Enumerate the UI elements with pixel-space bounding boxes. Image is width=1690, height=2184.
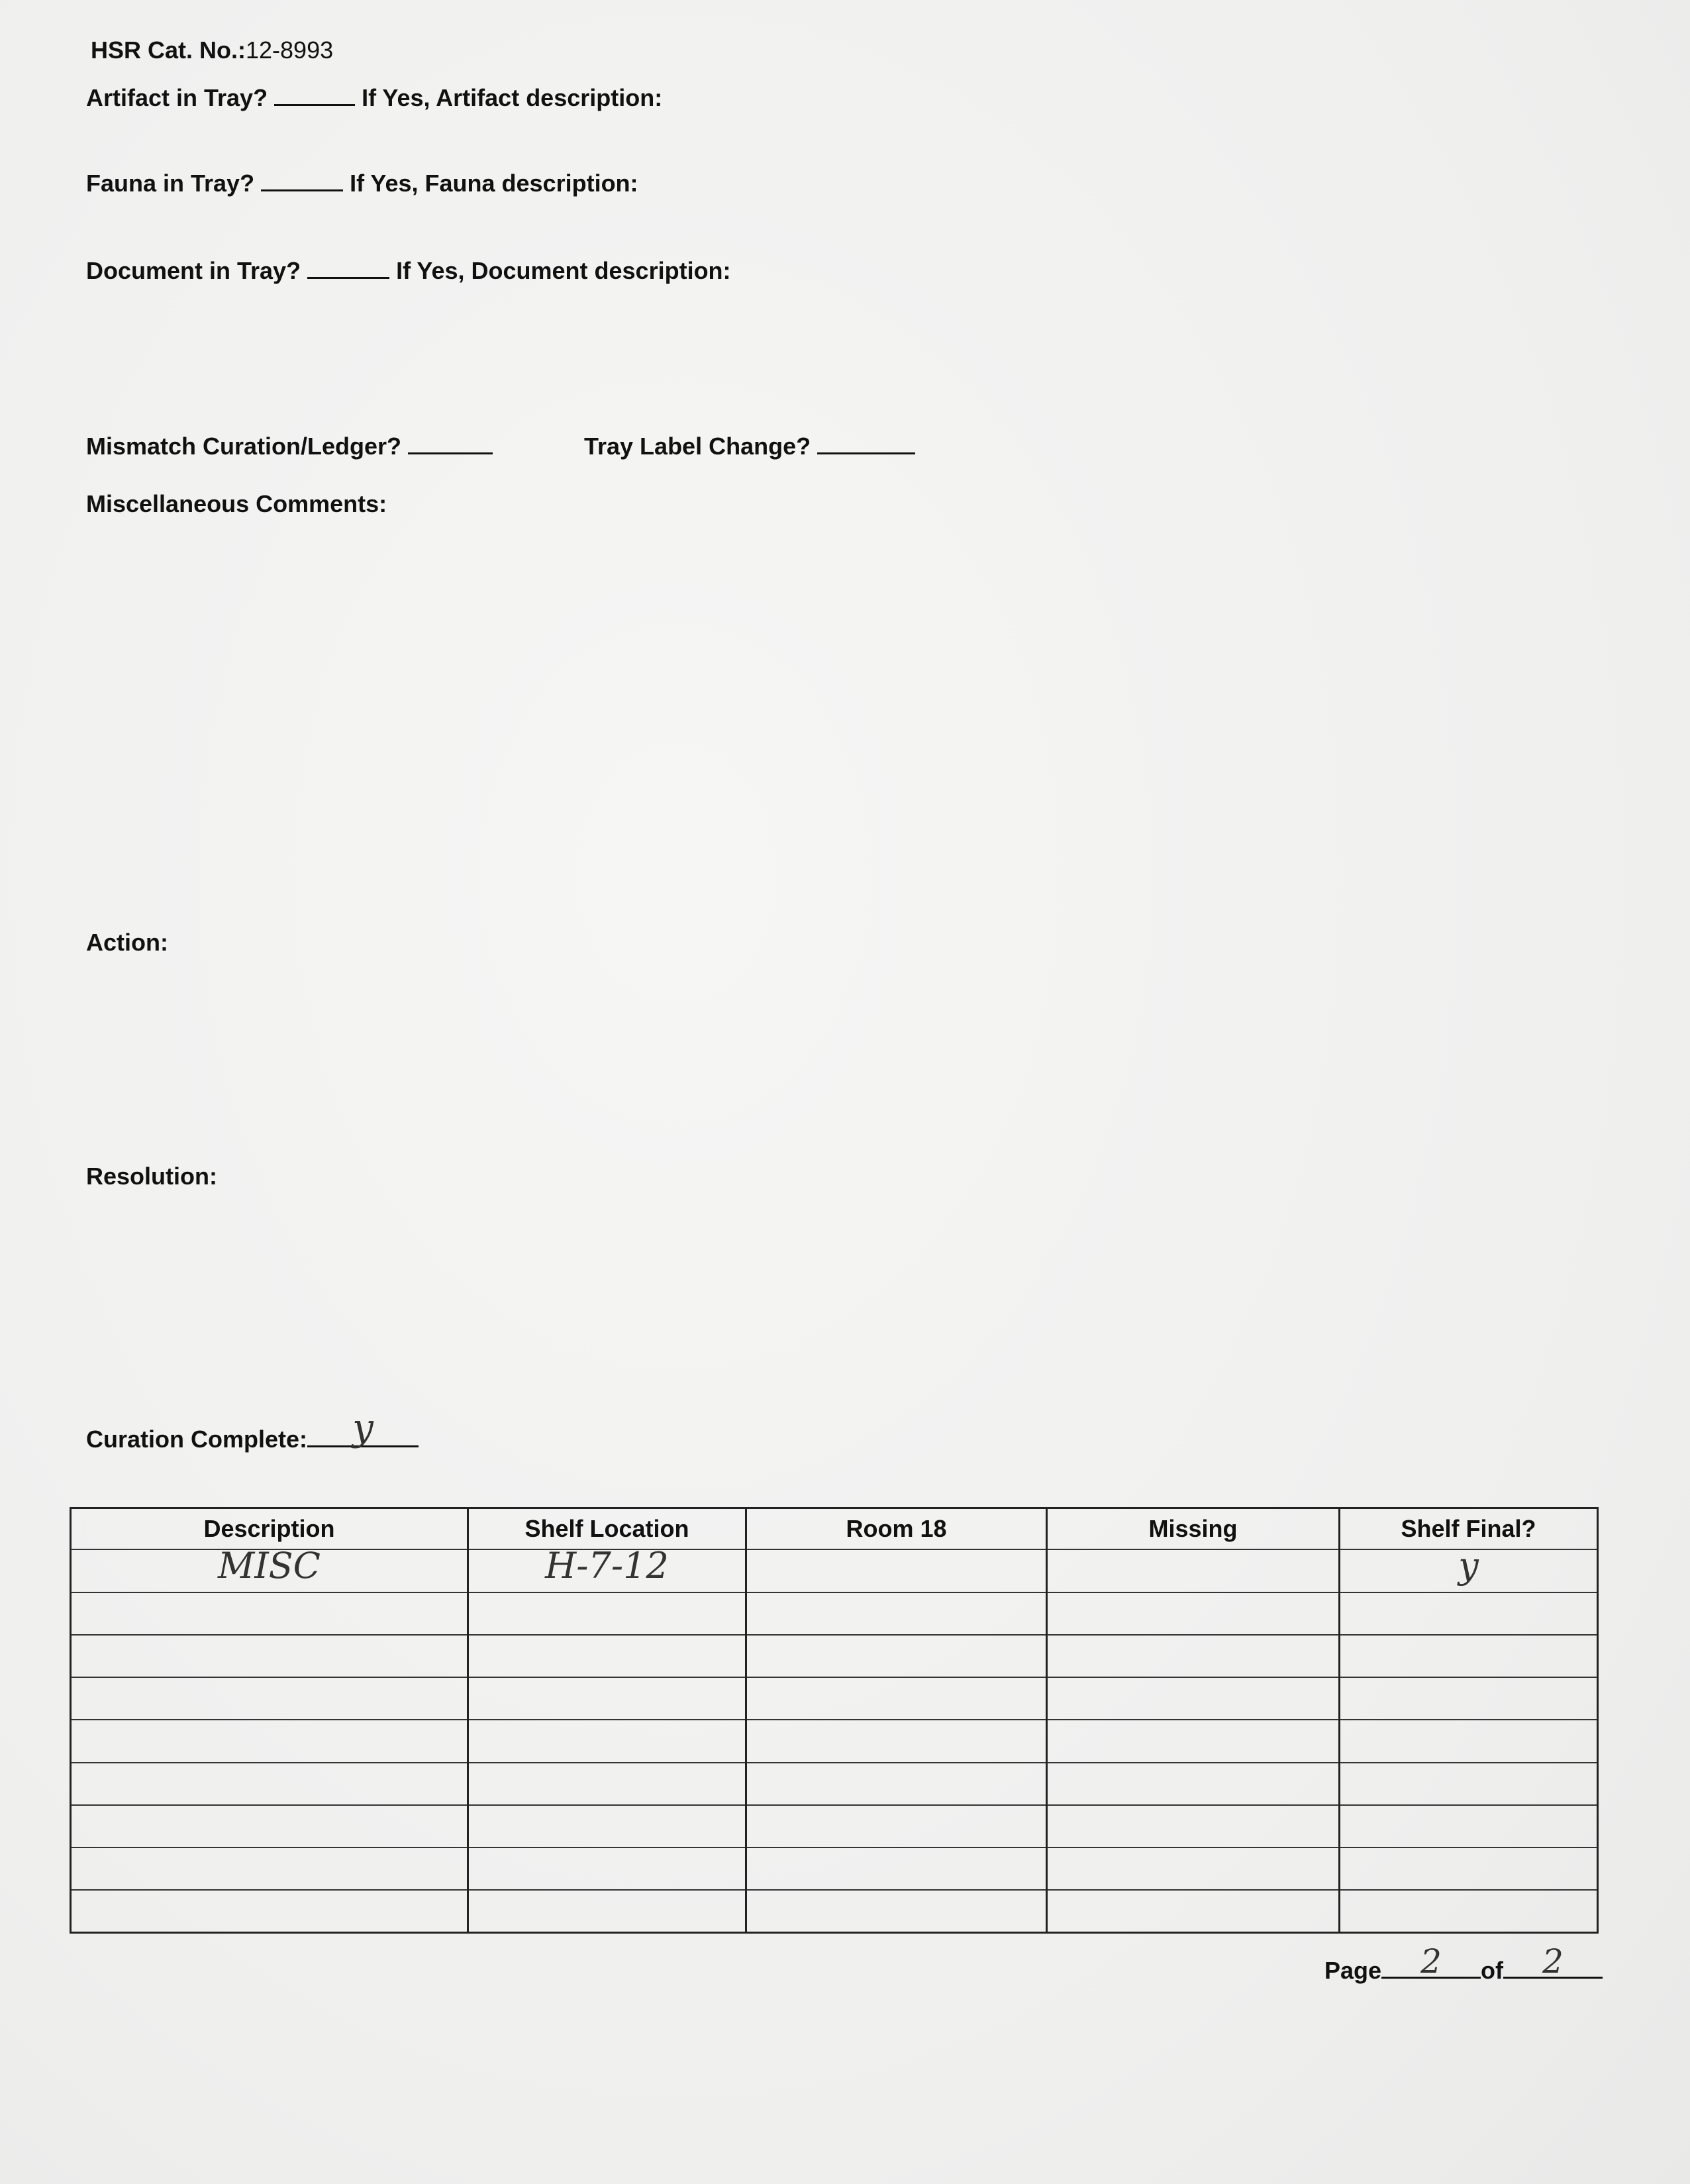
curation-complete-label: Curation Complete:: [86, 1426, 308, 1453]
table-cell[interactable]: [468, 1890, 746, 1933]
table-cell[interactable]: [746, 1805, 1047, 1847]
table-cell[interactable]: [746, 1720, 1047, 1762]
document-blank[interactable]: [307, 257, 389, 279]
cat-number-line: [91, 36, 333, 64]
table-cell[interactable]: [746, 1592, 1047, 1635]
table-cell[interactable]: [1340, 1890, 1598, 1933]
artifact-blank[interactable]: [274, 84, 355, 106]
page-label: Page: [1324, 1957, 1382, 1984]
page-number-line: [1324, 1942, 1603, 1985]
artifact-desc-label: If Yes, Artifact description:: [362, 84, 663, 111]
table-cell[interactable]: [746, 1635, 1047, 1677]
table-cell[interactable]: [1340, 1545, 1598, 1592]
cell-description: MISC: [218, 1545, 321, 1587]
curation-complete-value: y: [352, 1406, 373, 1449]
table-cell[interactable]: [746, 1549, 1047, 1592]
table-row: [71, 1847, 1598, 1890]
table-cell[interactable]: [1340, 1677, 1598, 1720]
document-label: Document in Tray?: [86, 257, 301, 284]
table-cell[interactable]: [468, 1592, 746, 1635]
action-heading: Action:: [86, 929, 168, 956]
col-shelf-final: Shelf Final?: [1340, 1508, 1598, 1550]
table-row: [71, 1592, 1598, 1635]
table-cell[interactable]: [1047, 1720, 1340, 1762]
table-cell[interactable]: [468, 1805, 746, 1847]
document-desc-label: If Yes, Document description:: [396, 257, 731, 284]
misc-comments-heading: Miscellaneous Comments:: [86, 490, 387, 517]
table-cell[interactable]: [71, 1805, 468, 1847]
document-line: [86, 257, 731, 285]
total-value: 2: [1542, 1942, 1564, 1981]
fauna-label: Fauna in Tray?: [86, 170, 255, 197]
table-cell[interactable]: [1340, 1847, 1598, 1890]
mismatch-label: Mismatch Curation/Ledger?: [86, 433, 402, 460]
shelf-table: [70, 1507, 1599, 1934]
table-cell[interactable]: [746, 1763, 1047, 1805]
table-row: [71, 1635, 1598, 1677]
total-blank[interactable]: [1503, 1942, 1603, 1981]
table-cell[interactable]: [1047, 1635, 1340, 1677]
cell-shelf-location: H-7-12: [545, 1545, 669, 1587]
resolution-heading: Resolution:: [86, 1163, 217, 1190]
table-cell[interactable]: [1047, 1592, 1340, 1635]
table-cell[interactable]: [1340, 1720, 1598, 1762]
mismatch-blank[interactable]: [408, 433, 493, 454]
table-cell[interactable]: [1047, 1763, 1340, 1805]
table-cell[interactable]: [71, 1545, 468, 1592]
cell-shelf-final: y: [1458, 1545, 1479, 1587]
curation-complete-blank[interactable]: [307, 1406, 419, 1449]
page-blank[interactable]: [1381, 1942, 1481, 1981]
table-row: [71, 1890, 1598, 1933]
cat-number-value: 12-8993: [246, 36, 334, 64]
table-cell[interactable]: [468, 1677, 746, 1720]
mismatch-line: [86, 433, 493, 460]
table-cell[interactable]: [1340, 1763, 1598, 1805]
table-cell[interactable]: [1047, 1890, 1340, 1933]
table-row: [71, 1720, 1598, 1762]
fauna-desc-label: If Yes, Fauna description:: [350, 170, 638, 197]
table-cell[interactable]: [468, 1720, 746, 1762]
table-cell[interactable]: [468, 1847, 746, 1890]
artifact-line: [86, 84, 662, 112]
table-cell[interactable]: [1047, 1805, 1340, 1847]
table-cell[interactable]: [468, 1635, 746, 1677]
table-cell[interactable]: [1047, 1677, 1340, 1720]
table-header-row: [71, 1508, 1598, 1550]
artifact-label: Artifact in Tray?: [86, 84, 268, 111]
cat-number-label: HSR Cat. No.:: [91, 36, 246, 64]
table-cell[interactable]: [468, 1545, 746, 1592]
col-shelf-location: Shelf Location: [468, 1508, 746, 1550]
col-room-18: Room 18: [746, 1508, 1047, 1550]
table-cell[interactable]: [71, 1890, 468, 1933]
table-cell[interactable]: [71, 1677, 468, 1720]
table-cell[interactable]: [746, 1890, 1047, 1933]
of-label: of: [1481, 1957, 1504, 1984]
table-cell[interactable]: [71, 1635, 468, 1677]
col-description: Description: [71, 1508, 468, 1550]
table-cell[interactable]: [746, 1677, 1047, 1720]
table-row: [71, 1549, 1598, 1592]
table-cell[interactable]: [746, 1847, 1047, 1890]
curation-complete-line: [86, 1406, 419, 1453]
tray-label-change-line: [584, 433, 915, 460]
table-cell[interactable]: [1340, 1592, 1598, 1635]
table-cell[interactable]: [1340, 1805, 1598, 1847]
table-cell[interactable]: [71, 1720, 468, 1762]
table-cell[interactable]: [1047, 1847, 1340, 1890]
table-cell[interactable]: [1340, 1635, 1598, 1677]
table-cell[interactable]: [71, 1847, 468, 1890]
table-cell[interactable]: [468, 1763, 746, 1805]
fauna-blank[interactable]: [261, 170, 343, 191]
fauna-line: [86, 170, 638, 197]
table-cell[interactable]: [71, 1592, 468, 1635]
col-missing: Missing: [1047, 1508, 1340, 1550]
table-row: [71, 1677, 1598, 1720]
page-value: 2: [1420, 1942, 1442, 1981]
tray-label-change-label: Tray Label Change?: [584, 433, 811, 460]
table-cell[interactable]: [71, 1763, 468, 1805]
table-cell[interactable]: [1047, 1549, 1340, 1592]
table-row: [71, 1763, 1598, 1805]
table-row: [71, 1805, 1598, 1847]
tray-label-change-blank[interactable]: [817, 433, 915, 454]
